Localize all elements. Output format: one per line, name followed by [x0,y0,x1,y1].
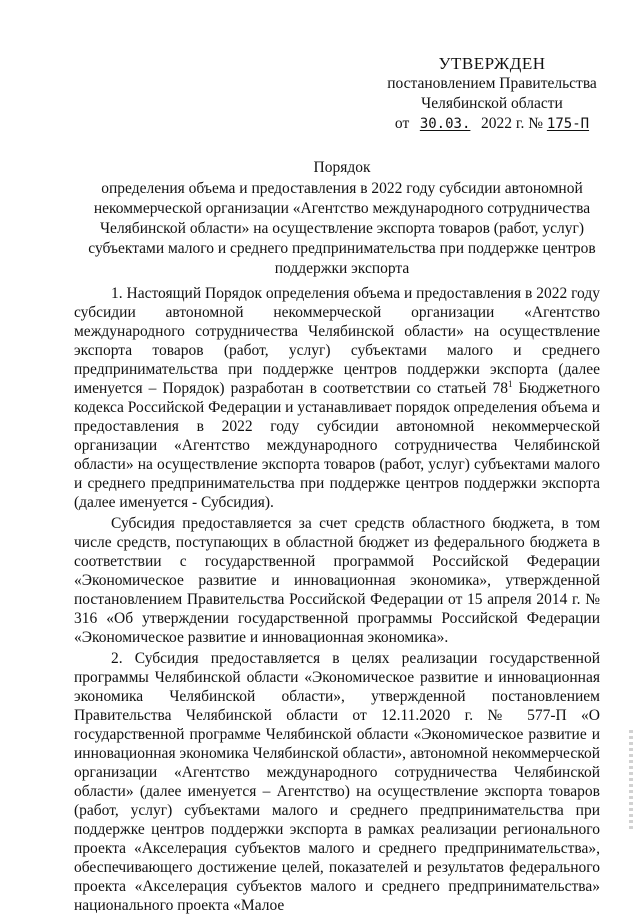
document-title: Порядок [313,159,371,176]
approval-date-line [372,114,612,134]
approval-title: УТВЕРЖДЕН [438,54,546,73]
margin-stamp-mark [629,730,633,830]
date-prefix: от [394,115,410,132]
document-subtitle: определения объема и предоставления в 2022 году субсидии автономной некоммерческой организации «Агентство международного сотрудничества Челябинской области» на осуществление экспорта товаров (работ, услуг) субъектами малого и среднего предпринимательства при поддержке центров поддержки экспорта [88,180,596,277]
paragraph-3: 2. Субсидия предоставляется в целях реализации государственной программы Челябинской области «Экономическое развитие и инновационная экономика Челябинской области», утвержденной постановлением Правительства Челябинской области от 12.11.2020 г. № 577-П «О государственной программе Челябинской области «Экономическое развитие и инновационная экономика Челябинской области», автономной некоммерческой организации «Агентство международного сотрудничества Челябинской области» (далее именуется – Агентство) на осуществление экспорта товаров (работ, услуг) субъектами малого и среднего предпринимательства при поддержке центров поддержки экспорта в рамках реализации регионального проекта «Акселерация субъектов малого и среднего предпринимательства», обеспечивающего достижение целей, показателей и результатов федерального проекта «Акселерация субъектов малого и среднего предпринимательства» национального проекта «Малое [74,650,600,914]
handwritten-date: 30.03. [419,116,471,132]
paragraph-2: Субсидия предоставляется за счет средств областного бюджета, в том числе средств, поступающих в областной бюджет из федерального бюджета в соответствии с государственной программой Российской Федерации «Экономическое развитие и инновационная экономика», утвержденной постановлением Правительства Российской Федерации от 15 апреля 2014 г. № 316 «Об утверждении государственной программы Российской Федерации «Экономическое развитие и инновационная экономика». [74,515,600,646]
document-body [74,284,600,915]
handwritten-number: 175-П [546,116,590,132]
document-heading [80,158,604,279]
paragraph-1 [74,284,600,512]
approval-line-1: постановлением Правительства [387,75,597,92]
approval-line-2: Челябинской области [421,95,563,112]
year-suffix: 2022 г. № [481,115,544,132]
approval-stamp [372,54,612,134]
paragraph-1-text-a: 1. Настоящий Порядок определения объема и предоставления в 2022 году субсидии автономной некоммерческой организации «Агентство международного сотрудничества Челябинской области» на осуществление экспорта товаров (работ, услуг) субъектами малого и среднего предпринимательства при поддержке центров поддержки экспорта (далее именуется – Порядок) разработан в соответствии со статьей 78 [74,285,600,397]
article-superscript: 1 [507,379,513,389]
paragraph-1-text-b: Бюджетного кодекса Российской Федерации и устанавливает порядок определения объема и предоставления в 2022 году субсидии автономной некоммерческой организации «Агентство международного сотрудничества Челябинской области» на осуществление экспорта товаров (работ, услуг) субъектами малого и среднего предпринимательства при поддержке центров поддержки экспорта (далее именуется - Субсидия). [74,380,600,511]
